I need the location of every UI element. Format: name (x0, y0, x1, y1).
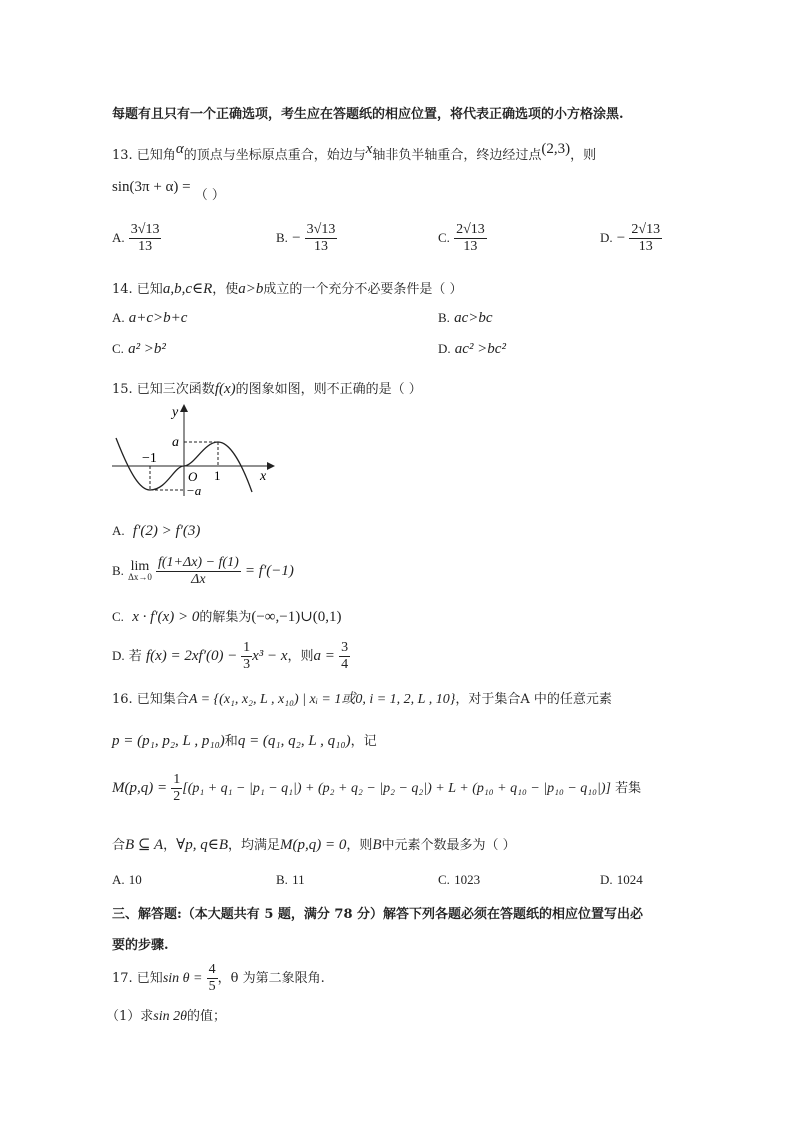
q13-option-d-frac: $\frac{2√13}{13}$ (631, 222, 661, 254)
q14-option-c[interactable]: C. a² >b² (112, 341, 166, 357)
q13-option-c[interactable]: C. $\frac{2√13}{13}$ (438, 222, 485, 254)
y-axis-arrow (180, 404, 188, 412)
q13-expression-line (112, 176, 225, 203)
q13-option-b-frac: $\frac{3√13}{13}$ (306, 222, 336, 254)
q13-option-d[interactable]: D. − $\frac{2√13}{13}$ (600, 222, 661, 254)
label-a: a (172, 435, 179, 450)
limit-symbol: lim Δx→0 (128, 558, 152, 582)
q13-text-1: 的顶点与坐标原点重合，始边与 (183, 148, 366, 163)
q13-text-3: ，则 (570, 148, 597, 163)
q16-option-b[interactable]: B. 11 (276, 872, 305, 887)
q14-option-b[interactable]: B. ac>bc (438, 310, 493, 326)
label-nega: −a (186, 483, 202, 497)
question-17-stem: 17. 已知sin θ = $\frac{4}{5}$ ，θ 为第二象限角. (112, 962, 325, 994)
q13-point: (2,3) (541, 141, 571, 157)
four-fifths-frac: $\frac{4}{5}$ (208, 962, 216, 994)
question-16-line-1: 16. 已知集合A = {(x₁, x₂, L , x₁₀) | xᵢ = 1或0, i = 1, 2, L , 10}，对于集合A 中的任意元素 (112, 692, 612, 707)
q16-option-d[interactable]: D. 1024 (600, 872, 643, 887)
section-3-heading-line-1: 三、解答题:（本大题共有 5 题，满分 78 分）解答下列各题必须在答题纸的相应位置写出必 (112, 907, 644, 922)
q16-option-c[interactable]: C. 1023 (438, 872, 481, 887)
question-13-stem (112, 141, 597, 164)
q15-option-a[interactable]: A. f′(2) > f′(3) (112, 523, 201, 539)
section-3-heading-line-2: 要的步骤. (112, 938, 169, 953)
q13-option-b[interactable]: B. − $\frac{3√13}{13}$ (276, 222, 336, 254)
q13-option-a[interactable]: A. $\frac{3√13}{13}$ (112, 222, 160, 254)
cubic-function-graph (112, 402, 277, 497)
q14-vars: a,b,c∈R (162, 281, 213, 297)
q13-expression: sin(3π + α) = (112, 179, 191, 195)
question-16-line-4: 合B ⊆ A，∀p, q∈B，均满足M(p,q) = 0，则B中元素个数最多为（ ） (112, 837, 516, 853)
x-axis-symbol: x (365, 141, 373, 157)
label-origin: O (188, 469, 198, 484)
q15-option-c[interactable]: C. x · f′(x) > 0的解集为(−∞,−1)∪(0,1) (112, 609, 342, 625)
one-third-frac: $\frac{1}{3}$ (243, 640, 251, 672)
question-14-stem: 14. 已知a,b,c∈R，使a>b成立的一个充分不必要条件是（ ） (112, 281, 463, 297)
intro-instruction: 每题有且只有一个正确选项，考生应在答题纸的相应位置，将代表正确选项的小方格涂黑. (112, 107, 624, 122)
question-15-stem: 15. 已知三次函数f(x)的图象如图，则不正确的是（ ） (112, 381, 422, 397)
q13-answer-blank: （ ） (194, 188, 225, 203)
question-16-line-3: M(p,q) = $\frac{1}{2}$ [(p₁ + q₁ − |p₁ − q₁|) + (p₂ + q₂ − |p₂ − q₂|) + L + (p₁₀ + q₁₀ − |p₁₀ − q₁₀|)] 若集 (112, 772, 642, 804)
x-axis-arrow (267, 462, 275, 470)
three-fourths-frac: $\frac{3}{4}$ (341, 640, 349, 672)
one-half-frac: $\frac{1}{2}$ (173, 772, 181, 804)
q14-cond: a>b (238, 281, 264, 297)
question-16-line-2: p = (p₁, p₂, L , p₁₀)和q = (q₁, q₂, L , q₁₀)，记 (112, 733, 377, 749)
question-17-part-1: （1）求sin 2θ的值； (106, 1009, 227, 1024)
q15-option-b-frac: $\frac{f(1+\Delta x) - f(1)}{\Delta x}$ (158, 555, 239, 587)
label-y: y (172, 405, 179, 420)
q13-prefix: 13. 已知角 (112, 148, 176, 163)
alpha-symbol: α (175, 141, 184, 157)
q14-option-d[interactable]: D. ac² >bc² (438, 341, 506, 357)
q13-option-c-frac: $\frac{2√13}{13}$ (456, 222, 485, 254)
label-x: x (260, 469, 267, 484)
q16-option-a[interactable]: A. 10 (112, 872, 142, 887)
q14-option-a[interactable]: A. a+c>b+c (112, 310, 188, 326)
q13-option-a-frac: $\frac{3√13}{13}$ (130, 222, 160, 254)
q15-option-d[interactable]: D. 若 f(x) = 2xf′(0) − $\frac{1}{3}$ x³ − x，则a = $\frac{3}{4}$ (112, 640, 349, 672)
q13-text-2: 轴非负半轴重合，终边经过点 (372, 148, 542, 163)
label-one: 1 (214, 468, 221, 483)
label-neg1: −1 (142, 451, 157, 466)
q15-option-b[interactable]: B. lim Δx→0 $\frac{f(1+\Delta x) - f(1)}{\Delta x}$ = f′(−1) (112, 555, 294, 587)
q15-func: f(x) (214, 381, 236, 397)
